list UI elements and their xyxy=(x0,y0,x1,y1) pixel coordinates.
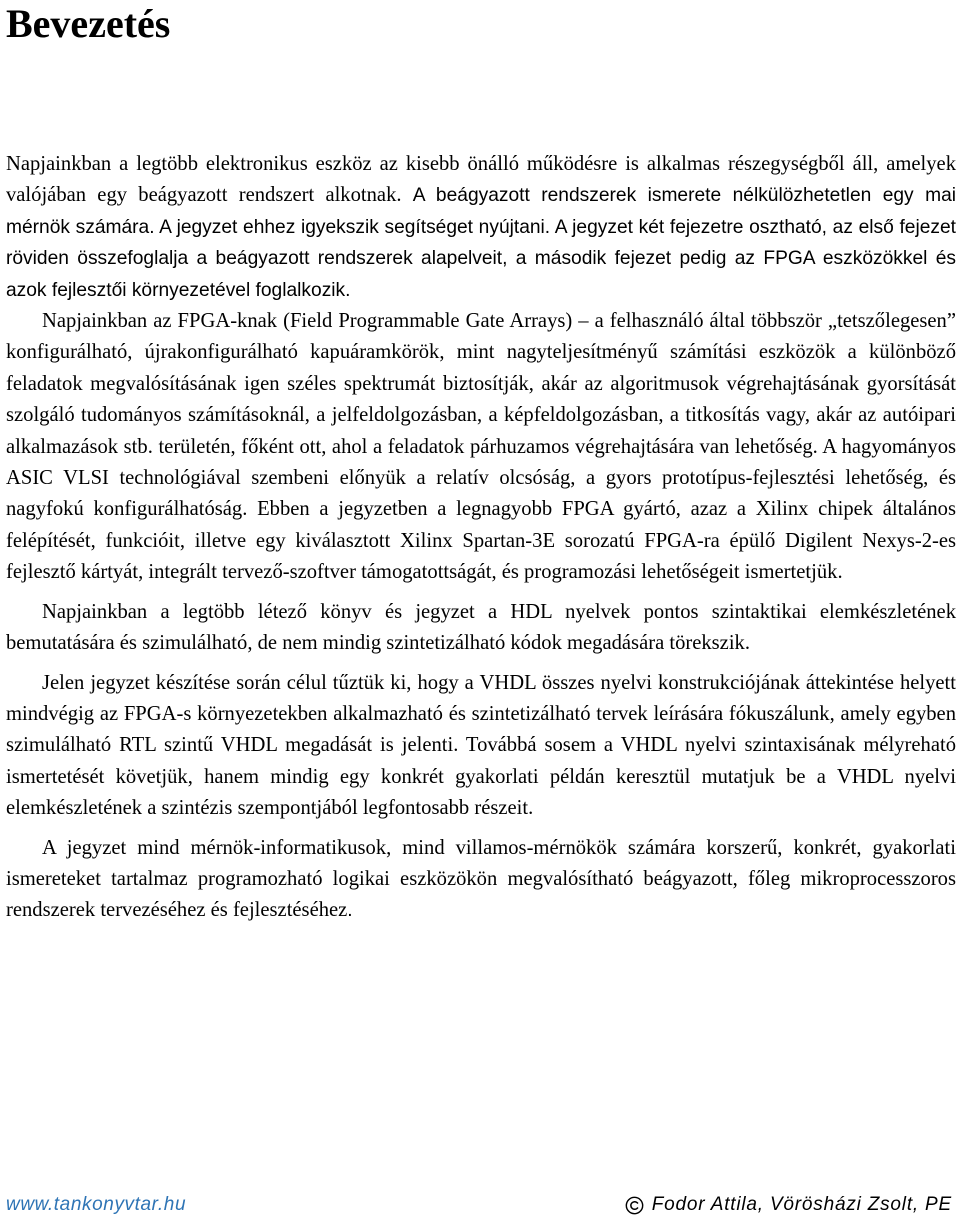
copyright-icon xyxy=(625,1196,644,1215)
body-text xyxy=(6,149,956,927)
page-footer xyxy=(6,1192,952,1218)
paragraph-3 xyxy=(6,597,956,660)
paragraph-5-part-1: A jegyzet mind mérnök-informatikusok, mind villamos-mérnökök számára korszerű, konkrét, gyakorlati ismereteket tartalmaz programozható logikai eszközökön megvalósítható beágyazott, főleg mikroprocesszoros rendszerek tervezéséhez és fejlesztéséhez xyxy=(6,836,956,922)
paragraph-5 xyxy=(6,833,956,927)
paragraph-4 xyxy=(6,668,956,825)
footer-copyright-text: Fodor Attila, Vörösházi Zsolt, PE xyxy=(651,1194,952,1215)
paragraph-4-part-1: Jelen jegyzet készítése során célul tűztük ki, hogy a VHDL összes nyelvi konstrukciójának áttekintése helyett mindvégig az FPGA-s környezetekben alkalmazható és szintetizálható tervek leírására fókuszálunk, amely egyben szimulálható RTL szintű VHDL megadását is jelenti. Továbbá sosem a VHDL nyelvi szintaxisának mélyreható ismertetését követjük, hanem mindig egy konkrét gyakorlati példán keresztül mutatjuk be a VHDL nyelvi elemkészletének a szintézis szempontjából legfontosabb részeit. xyxy=(6,671,956,820)
footer-website-link[interactable]: www.tankonyvtar.hu xyxy=(6,1194,187,1215)
paragraph-5-part-2: . xyxy=(347,900,353,922)
paragraph-1-part-1: Napjainkban a legtöbb elektronikus eszköz az kisebb önálló működésre is alkalmas részegységből áll, amelyek valójában egy beágyazott rendszert alkotnak. xyxy=(6,153,956,207)
paragraph-1-part-2: A beágyazott rendszerek ismerete nélkülözhetetlen egy mai mérnök számára. A jegyzet ehhez igyekszik segítséget nyújtani. A jegyzet két fejezetre osztható, az első fejezet röviden összefoglalja a beágyazott rendszerek alapelveit, a második fejezet pedig az FPGA eszközökkel és azok fejlesztői környezetével foglalkozik. xyxy=(6,185,957,301)
paragraph-1 xyxy=(6,149,956,306)
paragraph-2 xyxy=(6,306,956,589)
paragraph-2-part-1: Napjainkban az FPGA-knak (Field Programmable Gate Arrays) – a felhasználó által többször „tetszőlegesen” konfigurálható, újrakonfigurálható kapuáramkörök, mint nagyteljesítményű számítási eszközök a különböző feladatok megvalósításának igen széles spektrumát biztosítják, akár az algoritmusok végrehajtásának gyorsítását szolgáló tudományos számításoknál, a jelfeldolgozásban, a képfeldolgozásban, a titkosítás vagy, akár az autóipari alkalmazások stb. területén, főként ott, ahol a feladatok párhuzamos végrehajtására van lehetőség. A hagyományos ASIC VLSI technológiával szembeni előnyük a relatív olcsóság, a gyors prototípus-fejlesztési lehetőség, és nagyfokú konfigurálhatóság. Ebben a jegyzetben a legnagyobb FPGA gyártó, azaz a Xilinx chipek általános felépítését, funkcióit, illetve egy kiválasztott Xilinx Spartan-3E sorozatú FPGA-ra épülő Digilent Nexys-2-es fejlesztő kártyát, integrált tervező-szoftver támogatottságát, és programozási lehetőségeit ismertetjük. xyxy=(6,310,956,584)
footer-copyright xyxy=(625,1192,952,1218)
page-title: Bevezetés xyxy=(6,1,171,46)
paragraph-3-part-1: Napjainkban a legtöbb létező könyv és jegyzet a HDL nyelvek pontos szintaktikai elemkészletének bemutatására és szimulálható, de nem mindig szintetizálható kódok megadására törekszik. xyxy=(6,600,956,655)
